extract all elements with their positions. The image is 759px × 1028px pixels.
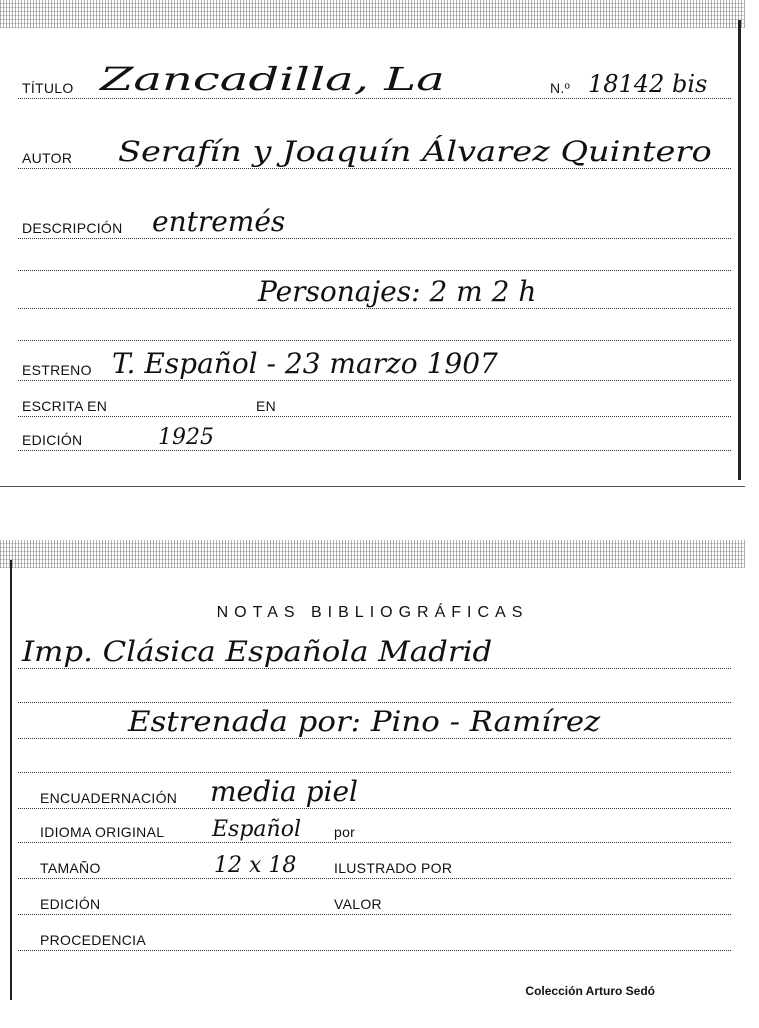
row-edicion [18,420,731,451]
row-autor [18,135,731,169]
row-edicion-bottom [18,884,731,915]
numero-label: N.º [550,80,571,96]
estreno-value: T. Español - 23 marzo 1907 [112,347,498,380]
row-descripcion [18,205,731,239]
card-top-right-border [738,20,741,480]
blank-line-1 [18,270,731,271]
personajes-value: Personajes: 2 m 2 h [258,275,537,308]
autor-value: Serafín y Joaquín Álvarez Quintero [118,135,712,168]
row-estreno [18,347,731,381]
card-top-bottom-border [0,486,745,487]
escrita-label: ESCRITA EN [22,398,108,414]
idioma-label: IDIOMA ORIGINAL [40,824,165,840]
row-personajes [18,275,731,309]
edicion-value: 1925 [158,425,214,450]
row-nota-2 [18,705,731,739]
descripcion-label: DESCRIPCIÓN [22,220,123,236]
card-top-speckle [0,0,745,28]
encuadernacion-value: media piel [210,775,358,808]
row-encuadernacion [18,775,731,809]
encuadernacion-label: ENCUADERNACIÓN [40,790,178,806]
collection-footer: Colección Arturo Sedó [525,984,655,998]
en-label: EN [256,398,277,414]
row-procedencia [18,920,731,951]
por-label: por [334,824,356,840]
titulo-value: Zancadilla, La [100,60,445,98]
nota-1-value: Imp. Clásica Española Madrid [22,635,493,668]
numero-value: 18142 bis [588,70,708,98]
idioma-value: Español [212,817,301,842]
row-tamano [18,848,731,879]
blank-line-2 [18,340,731,341]
notas-title: NOTAS BIBLIOGRÁFICAS [216,604,529,621]
catalog-card-top [0,0,745,490]
procedencia-label: PROCEDENCIA [40,932,146,948]
estreno-label: ESTRENO [22,362,92,378]
blank-line-3 [18,702,731,703]
nota-2-value: Estrenada por: Pino - Ramírez [128,705,601,738]
titulo-label: TÍTULO [22,80,74,96]
tamano-value: 12 x 18 [214,853,297,878]
catalog-card-bottom [0,540,745,1028]
row-escrita [18,386,731,417]
blank-line-4 [18,772,731,773]
autor-label: AUTOR [22,150,73,166]
edicion-label: EDICIÓN [22,432,83,448]
row-titulo [18,60,731,99]
card-bottom-speckle [0,540,745,568]
valor-label: VALOR [334,896,382,912]
descripcion-value: entremés [152,205,286,238]
ilustrado-label: ILUSTRADO POR [334,860,453,876]
card-bottom-left-border [10,560,12,1000]
tamano-label: TAMAÑO [40,860,101,876]
edicion-bottom-label: EDICIÓN [40,896,101,912]
row-nota-1 [18,635,731,669]
row-idioma [18,812,731,843]
